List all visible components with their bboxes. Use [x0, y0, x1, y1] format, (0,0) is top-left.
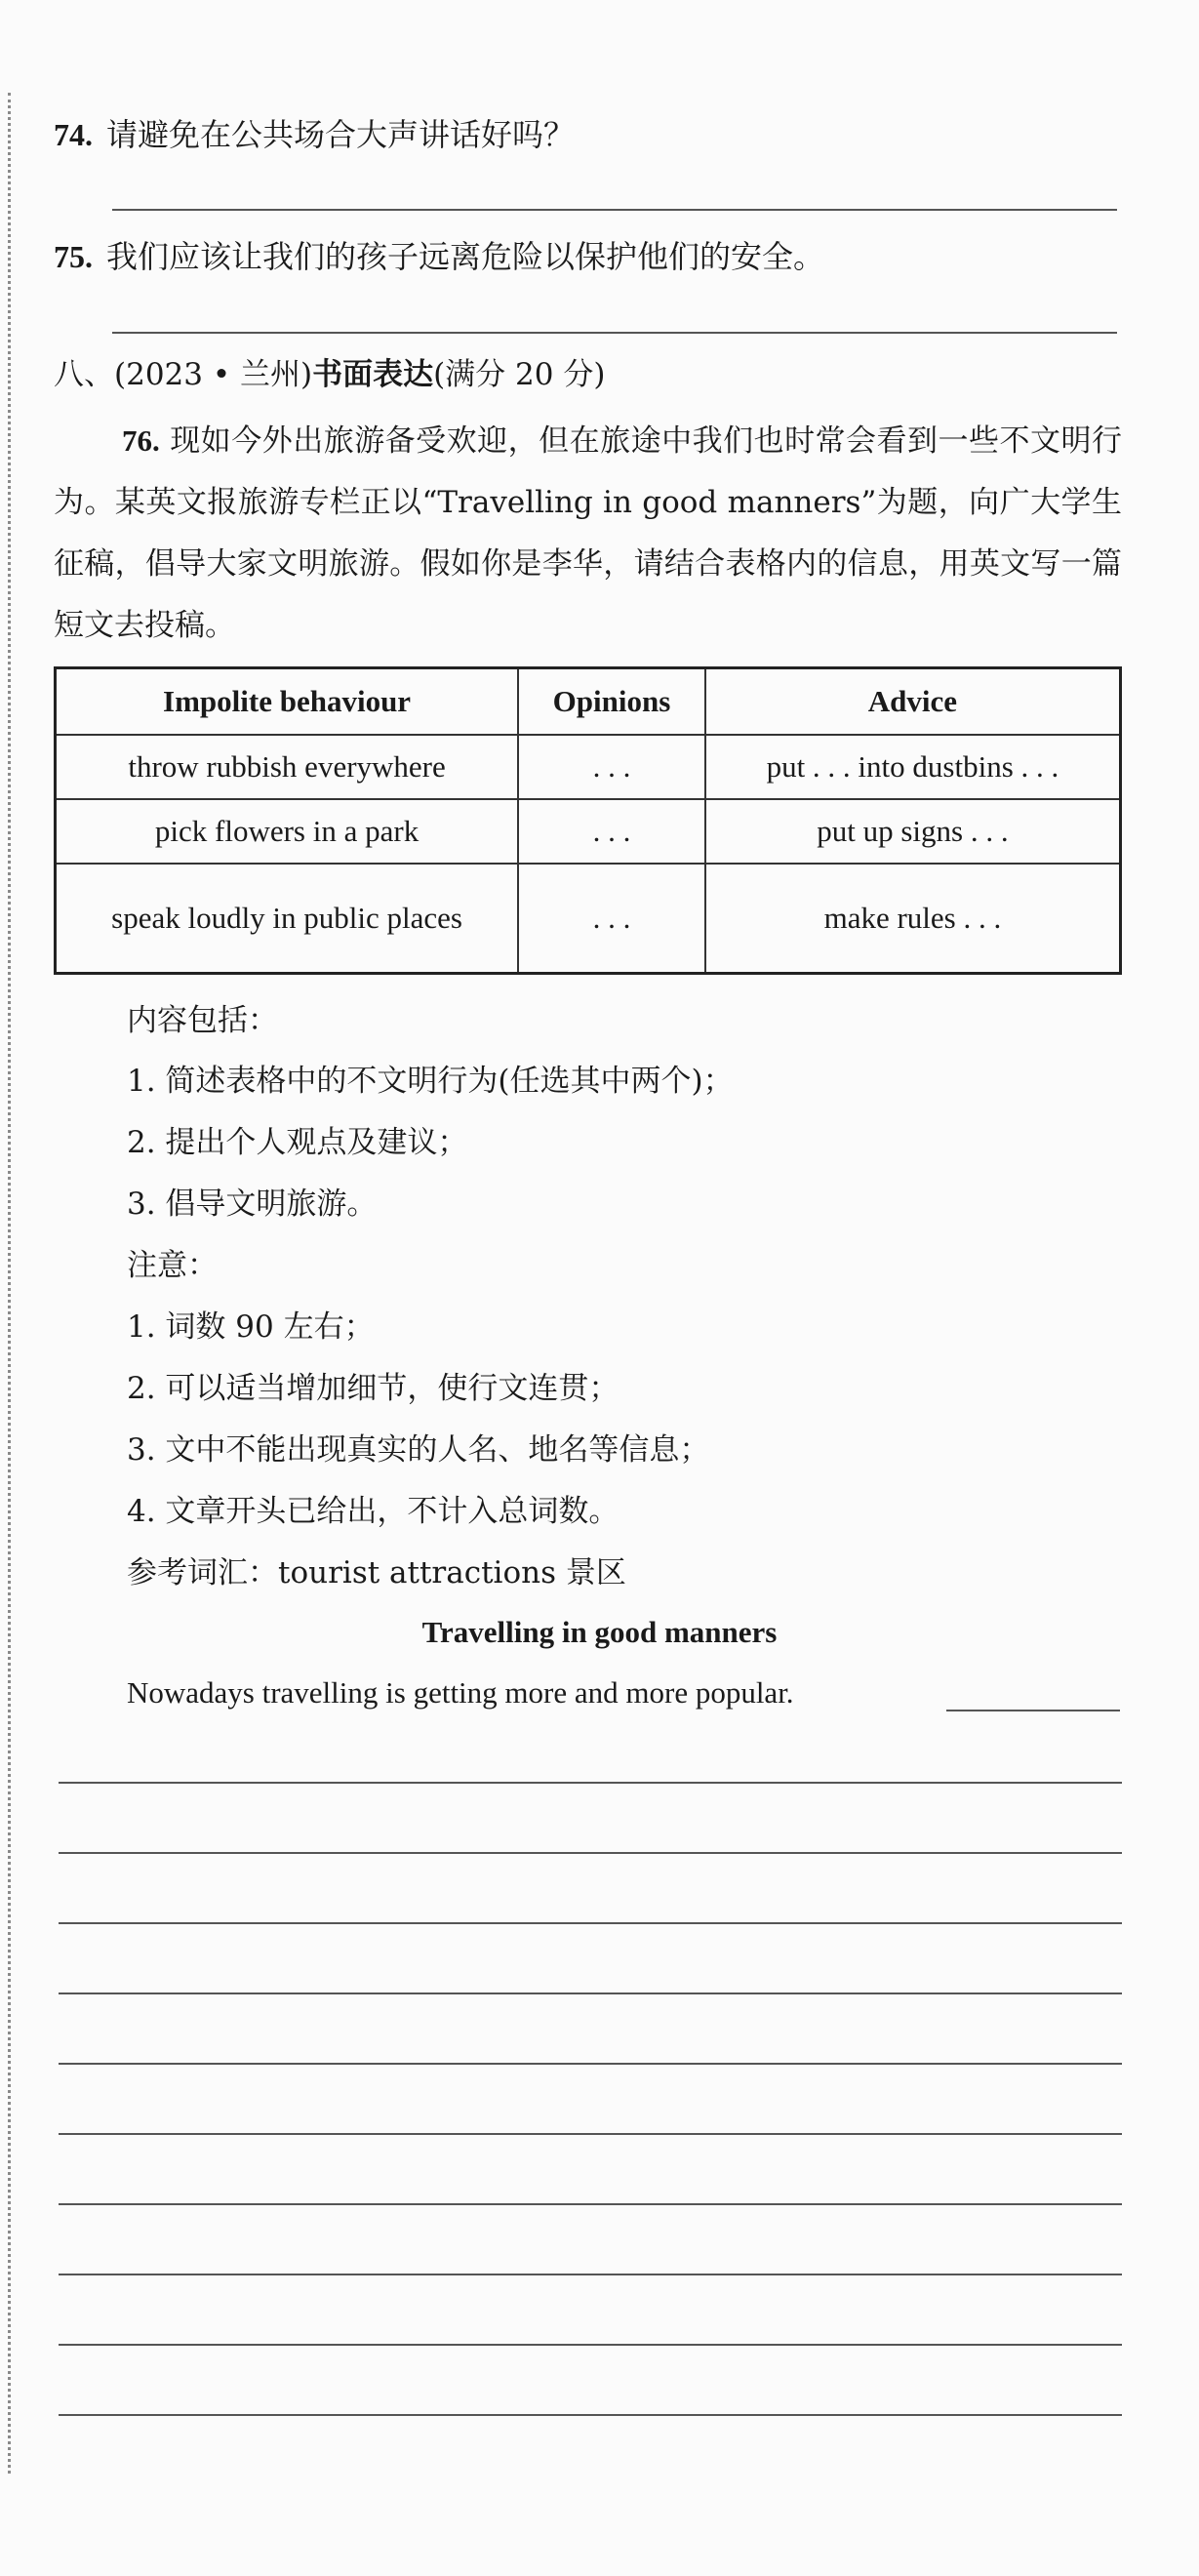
table-cell: make rules . . .	[705, 864, 1121, 974]
content-item: 2. 提出个人观点及建议；	[127, 1125, 468, 1160]
table-cell: put up signs . . .	[705, 799, 1121, 864]
table-row	[56, 864, 1121, 974]
essay-writing-line[interactable]	[59, 1922, 1122, 1924]
note-item: 2. 可以适当增加细节，使行文连贯；	[127, 1371, 619, 1406]
note-item: 4. 文章开头已给出，不计入总词数。	[127, 1494, 619, 1529]
notes-title: 注意：	[127, 1248, 218, 1283]
question-number: 75.	[54, 239, 93, 274]
note-item: 3. 文中不能出现真实的人名、地名等信息；	[127, 1432, 710, 1468]
essay-title: Travelling in good manners	[421, 1615, 778, 1649]
question-text: 我们应该让我们的孩子远离危险以保护他们的安全。	[106, 238, 825, 275]
essay-writing-line[interactable]	[946, 1710, 1120, 1711]
answer-line-74[interactable]	[112, 209, 1117, 211]
section-heading	[54, 355, 605, 394]
table-cell: put . . . into dustbins . . .	[705, 735, 1121, 799]
section-subject: 书面表达	[312, 357, 434, 392]
table-cell: pick flowers in a park	[56, 799, 519, 864]
question-74	[54, 115, 575, 154]
question-number: 76.	[122, 423, 160, 458]
table-row	[56, 799, 1121, 864]
answer-line-75[interactable]	[112, 332, 1117, 334]
section-label: 八、(2023 • 兰州)	[54, 357, 313, 392]
table-row	[56, 735, 1121, 799]
reference-vocabulary: 参考词汇：tourist attractions 景区	[127, 1555, 626, 1590]
essay-writing-line[interactable]	[59, 1782, 1122, 1784]
left-margin-dotted-line	[8, 93, 11, 2474]
table-header: Impolite behaviour	[56, 668, 519, 736]
essay-writing-line[interactable]	[59, 1992, 1122, 1994]
section-score: (满分 20 分)	[433, 357, 606, 392]
essay-writing-line[interactable]	[59, 2133, 1122, 2135]
table-cell: . . .	[518, 735, 705, 799]
note-item: 1. 词数 90 左右；	[127, 1309, 375, 1345]
essay-writing-line[interactable]	[59, 2063, 1122, 2065]
table-header: Opinions	[518, 668, 705, 736]
table-cell: throw rubbish everywhere	[56, 735, 519, 799]
question-number: 74.	[54, 117, 93, 152]
essay-writing-line[interactable]	[59, 2203, 1122, 2205]
content-item: 3. 倡导文明旅游。	[127, 1187, 378, 1222]
table-cell: . . .	[518, 864, 705, 974]
essay-writing-line[interactable]	[59, 1852, 1122, 1854]
table-header: Advice	[705, 668, 1121, 736]
content-title: 内容包括：	[127, 1003, 278, 1038]
question-75	[54, 237, 824, 276]
table-header-row	[56, 668, 1121, 736]
behaviour-table	[54, 666, 1122, 975]
essay-writing-line[interactable]	[59, 2344, 1122, 2346]
table-cell: speak loudly in public places	[56, 864, 519, 974]
question-76-prompt	[54, 410, 1122, 657]
question-text: 请避免在公共场合大声讲话好吗？	[106, 116, 576, 153]
content-item: 1. 简述表格中的不文明行为(任选其中两个)；	[127, 1064, 734, 1099]
prompt-text: 现如今外出旅游备受欢迎，但在旅途中我们也时常会看到一些不文明行为。某英文报旅游专栏正以“Travelling in good manners”为题，向广大学生征稿，倡导大家文明旅游。假如你是李华，请结合表格内的信息，用英文写一篇短文去投稿。	[54, 423, 1122, 643]
essay-writing-line[interactable]	[59, 2274, 1122, 2275]
essay-writing-line[interactable]	[59, 2414, 1122, 2416]
essay-opening-sentence: Nowadays travelling is getting more and more popular.	[127, 1675, 794, 1710]
table-cell: . . .	[518, 799, 705, 864]
